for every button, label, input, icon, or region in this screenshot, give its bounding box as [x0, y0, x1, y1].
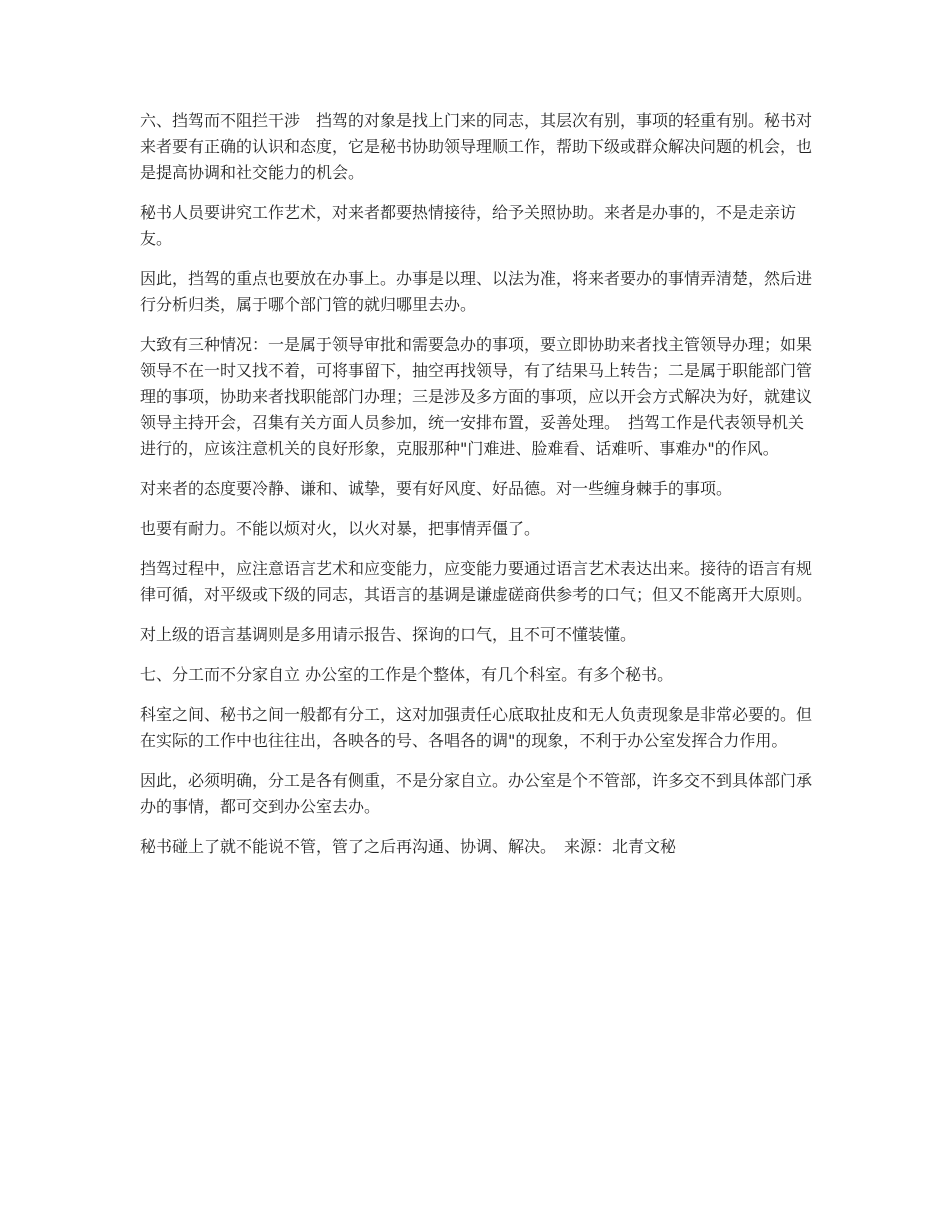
paragraph-language-art: 挡驾过程中，应注意语言艺术和应变能力，应变能力要通过语言艺术表达出来。接待的语言有规律可循，对平级或下级的同志，其语言的基调是谦虚磋商供参考的口气；但又不能离开大原则。 [140, 559, 813, 604]
paragraph-patience: 也要有耐力。不能以烦对火，以火对暴，把事情弄僵了。 [140, 519, 541, 538]
paragraph-focus-on-business: 因此，挡驾的重点也要放在办事上。办事是以理、以法为准，将来者要办的事情弄清楚，然后进行分析归类，属于哪个部门管的就归哪里去办。 [140, 269, 813, 314]
document-body [140, 108, 812, 874]
paragraph-source: 秘书碰上了就不能说不管，管了之后再沟通、协调、解决。 来源：北青文秘 [140, 837, 677, 856]
paragraph-superior-tone: 对上级的语言基调则是多用请示报告、探询的口气，且不可不懂装懂。 [140, 625, 637, 644]
paragraph-division-of-labor: 科室之间、秘书之间一般都有分工，这对加强责任心底取扯皮和无人负责现象是非常必要的。但在实际的工作中也往往出，各映各的号、各唱各的调"的现象，不利于办公室发挥合力作用。 [140, 705, 813, 750]
paragraph-section-seven-intro: 七、分工而不分家自立 办公室的工作是个整体，有几个科室。有多个秘书。 [140, 665, 674, 684]
paragraph-section-six-intro: 六、挡驾而不阻拦干涉 挡驾的对象是找上门来的同志，其层次有别，事项的轻重有别。秘书对来者要有正确的认识和态度，它是秘书协助领导理顺工作，帮助下级或群众解决问题的机会，也是提高协调和社交能力的机会。 [140, 111, 813, 182]
paragraph-attitude: 对来者的态度要冷静、谦和、诚挚，要有好风度、好品德。对一些缠身棘手的事项。 [140, 479, 733, 498]
paragraph-not-separate: 因此，必须明确，分工是各有侧重，不是分家自立。办公室是个不管部，许多交不到具体部门承办的事情，都可交到办公室去办。 [140, 771, 813, 816]
paragraph-three-situations: 大致有三种情况：一是属于领导审批和需要急办的事项，要立即协助来者找主管领导办理；如果领导不在一时又找不着，可将事留下，抽空再找领导，有了结果马上转告；二是属于职能部门管理的事项，协助来者找职能部门办理；三是涉及多方面的事项，应以开会方式解决为好，就建议领导主持开会，召集有关方面人员参加，统一安排布置，妥善处理。 挡驾工作是代表领导机关进行的，应该注意机关的良好形象，克服那种"门难进、脸难看、话难听、事难办"的作风。 [140, 335, 813, 458]
paragraph-work-art: 秘书人员要讲究工作艺术，对来者都要热情接待，给予关照协助。来者是办事的，不是走亲访友。 [140, 203, 797, 248]
